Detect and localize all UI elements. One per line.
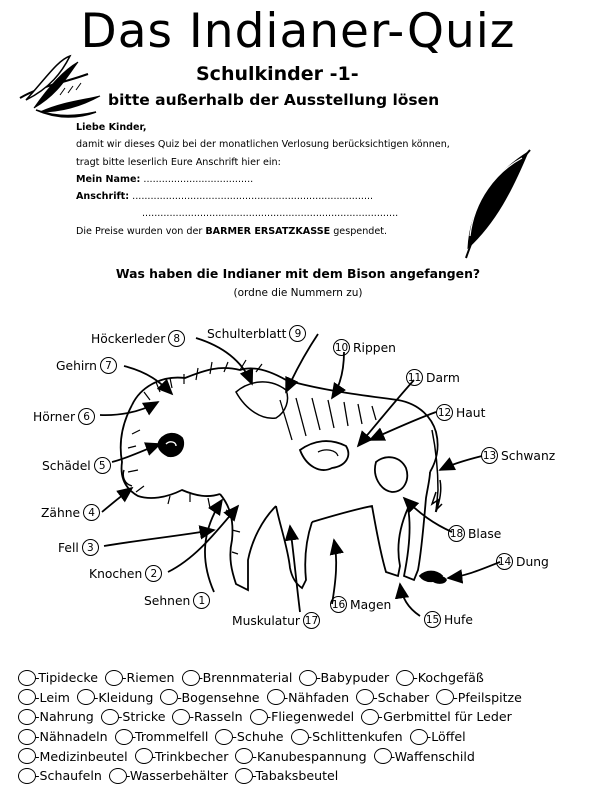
number-badge: 9 <box>289 325 306 342</box>
label-text: Haut <box>456 405 486 420</box>
sponsor-name: BARMER ERSATZKASSE <box>205 225 331 237</box>
label-16 <box>330 596 391 613</box>
answer-option[interactable] <box>182 670 293 686</box>
answer-option[interactable] <box>436 689 522 705</box>
answer-option[interactable] <box>291 729 403 745</box>
answer-option[interactable] <box>396 670 484 686</box>
answer-text: -Kanubespannung <box>252 748 367 764</box>
address-dots: ............................................................................... <box>132 191 374 203</box>
answer-circle-icon[interactable] <box>105 670 123 686</box>
answer-circle-icon[interactable] <box>18 748 36 764</box>
label-15 <box>424 611 473 628</box>
answer-row <box>18 688 588 708</box>
number-badge: 11 <box>406 369 423 386</box>
answer-text: -Kochgefäß <box>413 670 484 686</box>
answer-circle-icon[interactable] <box>250 709 268 725</box>
answer-circle-icon[interactable] <box>18 670 36 686</box>
answer-text: -Waffenschild <box>390 748 475 764</box>
number-badge: 3 <box>82 539 99 556</box>
answer-text: -Trinkbecher <box>151 748 229 764</box>
answer-option[interactable] <box>215 729 283 745</box>
letter-line-2: tragt bitte leserlich Eure Anschrift hier ein: <box>76 156 281 168</box>
answer-option[interactable] <box>77 689 154 705</box>
answer-option[interactable] <box>18 709 94 725</box>
page-title: Das Indianer-Quiz <box>80 4 516 59</box>
address-label: Anschrift: <box>76 191 130 203</box>
label-text: Muskulatur <box>232 613 300 628</box>
label-text: Hörner <box>33 409 76 424</box>
label-text: Darm <box>426 370 460 385</box>
answer-option[interactable] <box>410 729 466 745</box>
number-badge: 6 <box>78 408 95 425</box>
label-text: Fell <box>58 540 79 555</box>
answer-option[interactable] <box>250 709 355 725</box>
answer-circle-icon[interactable] <box>436 689 454 705</box>
answer-text: -Riemen <box>121 670 175 686</box>
label-6 <box>33 408 95 425</box>
answer-circle-icon[interactable] <box>18 768 36 784</box>
address-dots-2: .................................................................................... <box>142 208 399 220</box>
answer-text: -Schaufeln <box>35 768 102 784</box>
answer-text: -Fliegenwedel <box>266 709 355 725</box>
answer-row <box>18 727 588 747</box>
label-14 <box>496 553 549 570</box>
number-badge: 18 <box>448 525 465 542</box>
label-text: Blase <box>468 526 502 541</box>
number-badge: 8 <box>168 330 185 347</box>
answer-circle-icon[interactable] <box>77 689 95 705</box>
answer-option[interactable] <box>361 709 512 725</box>
answer-circle-icon[interactable] <box>135 748 153 764</box>
answer-circle-icon[interactable] <box>361 709 379 725</box>
name-label: Mein Name: <box>76 173 141 185</box>
answer-option[interactable] <box>374 748 475 764</box>
answer-row <box>18 707 588 727</box>
answer-text: -Rasseln <box>189 709 243 725</box>
answer-text: -Schaber <box>373 689 430 705</box>
answer-options <box>18 668 588 786</box>
answer-option[interactable] <box>105 670 175 686</box>
answer-circle-icon[interactable] <box>115 729 133 745</box>
answer-text: -Kleidung <box>93 689 154 705</box>
answer-text: -Pfeilspitze <box>453 689 522 705</box>
answer-option[interactable] <box>135 748 229 764</box>
name-dots: .................................... <box>143 173 254 185</box>
label-3 <box>58 539 99 556</box>
label-text: Zähne <box>41 505 81 520</box>
answer-option[interactable] <box>267 689 350 705</box>
answer-option[interactable] <box>18 670 98 686</box>
answer-circle-icon[interactable] <box>356 689 374 705</box>
answer-circle-icon[interactable] <box>18 689 36 705</box>
number-badge: 12 <box>436 404 453 421</box>
label-text: Gehirn <box>56 358 97 373</box>
label-text: Schulterblatt <box>207 326 287 341</box>
label-11 <box>406 369 460 386</box>
answer-text: -Trommelfell <box>131 729 209 745</box>
instruction-heading: bitte außerhalb der Ausstellung lösen <box>108 91 440 109</box>
number-badge: 14 <box>496 553 513 570</box>
answer-circle-icon[interactable] <box>109 768 127 784</box>
label-18 <box>448 525 501 542</box>
answer-text: -Schuhe <box>232 729 284 745</box>
answer-text: -Medizinbeutel <box>35 748 128 764</box>
label-text: Magen <box>350 597 392 612</box>
label-12 <box>436 404 485 421</box>
number-badge: 15 <box>424 611 441 628</box>
number-badge: 13 <box>481 447 498 464</box>
answer-text: -Schlittenkufen <box>307 729 403 745</box>
label-9 <box>207 325 306 342</box>
number-badge: 7 <box>100 357 117 374</box>
answer-circle-icon[interactable] <box>410 729 428 745</box>
answer-row <box>18 746 588 766</box>
bison-illustration <box>121 360 446 590</box>
label-5 <box>42 457 111 474</box>
answer-text: -Tabaksbeutel <box>252 768 339 784</box>
answer-text: -Stricke <box>117 709 166 725</box>
answer-circle-icon[interactable] <box>374 748 392 764</box>
label-text: Schädel <box>42 458 91 473</box>
answer-circle-icon[interactable] <box>160 689 178 705</box>
answer-text: -Bogensehne <box>177 689 260 705</box>
number-badge: 5 <box>94 457 111 474</box>
answer-text: -Löffel <box>426 729 466 745</box>
answer-text: -Gerbmittel für Leder <box>378 709 512 725</box>
label-text: Rippen <box>353 340 396 355</box>
answer-circle-icon[interactable] <box>18 709 36 725</box>
page-subtitle: Schulkinder -1- <box>196 63 359 85</box>
answer-text: -Wasserbehälter <box>125 768 229 784</box>
answer-option[interactable] <box>18 748 128 764</box>
answer-circle-icon[interactable] <box>299 670 317 686</box>
label-text: Schwanz <box>501 448 556 463</box>
number-badge: 2 <box>145 565 162 582</box>
letter-greeting: Liebe Kinder, <box>76 122 147 133</box>
label-text: Knochen <box>89 566 143 581</box>
feather-icon <box>466 150 530 258</box>
answer-option[interactable] <box>172 709 242 725</box>
label-8 <box>91 330 185 347</box>
label-text: Sehnen <box>144 593 191 608</box>
answer-circle-icon[interactable] <box>396 670 414 686</box>
answer-circle-icon[interactable] <box>18 729 36 745</box>
number-badge: 16 <box>330 596 347 613</box>
answer-text: -Tipidecke <box>35 670 98 686</box>
label-2 <box>89 565 162 582</box>
answer-option[interactable] <box>101 709 166 725</box>
answer-option[interactable] <box>160 689 259 705</box>
answer-row <box>18 766 588 786</box>
feather-cluster-icon <box>20 56 100 117</box>
answer-text: -Brennmaterial <box>198 670 293 686</box>
answer-circle-icon[interactable] <box>172 709 190 725</box>
answer-circle-icon[interactable] <box>291 729 309 745</box>
label-4 <box>41 504 100 521</box>
number-badge: 17 <box>303 612 320 629</box>
answer-circle-icon[interactable] <box>182 670 200 686</box>
answer-circle-icon[interactable] <box>235 768 253 784</box>
label-text: Hufe <box>444 612 473 627</box>
answer-option[interactable] <box>235 748 366 764</box>
answer-text: -Babypuder <box>316 670 390 686</box>
answer-option[interactable] <box>18 689 70 705</box>
answer-option[interactable] <box>115 729 209 745</box>
prize-text-end: gespendet. <box>330 225 388 237</box>
label-13 <box>481 447 555 464</box>
answer-option[interactable] <box>18 729 108 745</box>
answer-circle-icon[interactable] <box>215 729 233 745</box>
answer-text: -Leim <box>35 689 70 705</box>
label-1 <box>144 592 210 609</box>
quiz-hint: (ordne die Nummern zu) <box>233 287 363 299</box>
label-7 <box>56 357 117 374</box>
answer-option[interactable] <box>18 768 102 784</box>
label-text: Höckerleder <box>91 331 166 346</box>
number-badge: 4 <box>83 504 100 521</box>
answer-text: -Nähfaden <box>283 689 350 705</box>
label-10 <box>333 339 396 356</box>
answer-circle-icon[interactable] <box>267 689 285 705</box>
answer-option[interactable] <box>235 768 338 784</box>
letter-line-1: damit wir dieses Quiz bei der monatlichen Verlosung berücksichtigen können, <box>76 139 450 151</box>
answer-text: -Nahrung <box>35 709 94 725</box>
number-badge: 1 <box>193 592 210 609</box>
answer-option[interactable] <box>356 689 429 705</box>
answer-row <box>18 668 588 688</box>
prize-text: Die Preise wurden von der <box>76 225 206 237</box>
answer-circle-icon[interactable] <box>235 748 253 764</box>
number-badge: 10 <box>333 339 350 356</box>
label-text: Dung <box>516 554 549 569</box>
answer-option[interactable] <box>109 768 228 784</box>
quiz-question: Was haben die Indianer mit dem Bison angefangen? <box>115 266 481 281</box>
answer-circle-icon[interactable] <box>101 709 119 725</box>
answer-option[interactable] <box>299 670 389 686</box>
answer-text: -Nähnadeln <box>35 729 108 745</box>
label-17 <box>232 612 320 629</box>
